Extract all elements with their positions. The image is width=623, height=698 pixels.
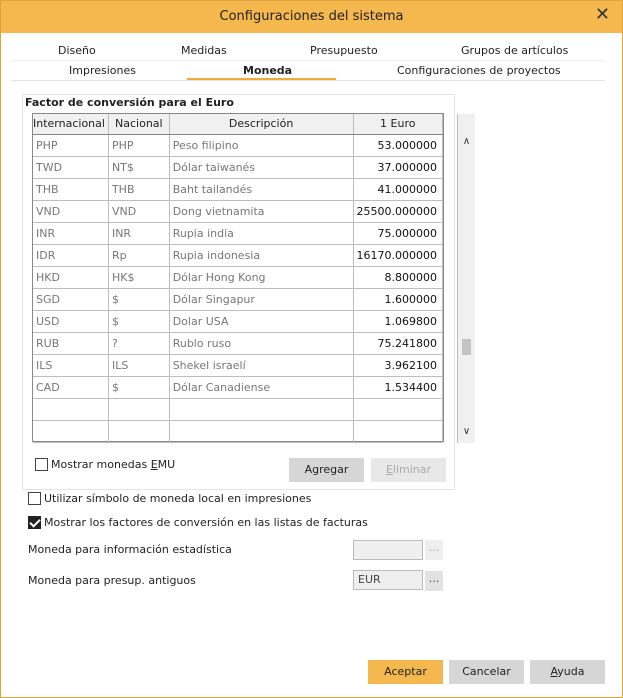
empty-cell[interactable] — [33, 420, 108, 442]
active-tab-indicator — [187, 78, 336, 80]
cell-international-code[interactable]: SGD — [33, 288, 108, 310]
empty-cell[interactable] — [353, 398, 443, 420]
cell-national-symbol[interactable]: PHP — [108, 134, 169, 156]
cell-international-code[interactable]: THB — [33, 178, 108, 200]
col-header-internacional[interactable]: Internacional — [33, 114, 108, 134]
cell-national-symbol[interactable]: $ — [108, 376, 169, 398]
cell-national-symbol[interactable]: INR — [108, 222, 169, 244]
cell-international-code[interactable]: ILS — [33, 354, 108, 376]
cell-description[interactable]: Dólar Singapur — [169, 288, 353, 310]
show-emu-label[interactable]: Mostrar monedas EMU — [51, 458, 176, 471]
table-row[interactable] — [33, 354, 443, 376]
cell-national-symbol[interactable]: VND — [108, 200, 169, 222]
cell-rate[interactable]: 3.962100 — [353, 354, 443, 376]
cell-rate[interactable]: 1.534400 — [353, 376, 443, 398]
table-row[interactable] — [33, 266, 443, 288]
old-budget-currency-label: Moneda para presup. antiguos — [28, 574, 196, 587]
empty-table-row[interactable] — [33, 420, 443, 442]
cell-national-symbol[interactable]: $ — [108, 310, 169, 332]
col-header-nacional[interactable]: Nacional — [108, 114, 169, 134]
table-row[interactable] — [33, 222, 443, 244]
table-row[interactable] — [33, 376, 443, 398]
empty-cell[interactable] — [169, 398, 353, 420]
cell-description[interactable]: Dólar Hong Kong — [169, 266, 353, 288]
tab-divider — [11, 80, 605, 81]
tab-presupuesto[interactable]: Presupuesto — [310, 44, 378, 57]
cancel-button[interactable]: Cancelar — [449, 660, 524, 684]
help-button[interactable]: Ayuda — [530, 660, 605, 684]
empty-table-row[interactable] — [33, 398, 443, 420]
cell-international-code[interactable]: PHP — [33, 134, 108, 156]
accept-button[interactable]: Aceptar — [368, 660, 443, 684]
tab-configuraciones-proyectos[interactable]: Configuraciones de proyectos — [397, 64, 561, 77]
cell-national-symbol[interactable]: $ — [108, 288, 169, 310]
show-factors-label[interactable]: Mostrar los factores de conversión en las listas de facturas — [44, 516, 368, 529]
cell-international-code[interactable]: CAD — [33, 376, 108, 398]
stat-currency-browse-button[interactable]: ... — [425, 540, 443, 560]
cell-description[interactable]: Rupia indonesia — [169, 244, 353, 266]
cell-description[interactable]: Baht tailandés — [169, 178, 353, 200]
local-symbol-checkbox[interactable] — [28, 492, 41, 505]
cell-description[interactable]: Dólar Canadiense — [169, 376, 353, 398]
table-row[interactable] — [33, 156, 443, 178]
empty-cell[interactable] — [108, 420, 169, 442]
remove-button[interactable]: Eliminar — [371, 458, 446, 482]
table-row[interactable] — [33, 178, 443, 200]
cell-description[interactable]: Rupia india — [169, 222, 353, 244]
stat-currency-label: Moneda para información estadística — [28, 543, 232, 556]
scroll-thumb[interactable] — [462, 339, 471, 355]
add-button[interactable]: Agregar — [289, 458, 364, 482]
group-title: Factor de conversión para el Euro — [25, 96, 234, 109]
table-row[interactable] — [33, 310, 443, 332]
cell-rate[interactable]: 16170.000000 — [353, 244, 443, 266]
empty-cell[interactable] — [33, 398, 108, 420]
tab-diseno[interactable]: Diseño — [58, 44, 96, 57]
empty-cell[interactable] — [169, 420, 353, 442]
table-row[interactable] — [33, 332, 443, 354]
cell-international-code[interactable]: HKD — [33, 266, 108, 288]
cell-rate[interactable]: 75.241800 — [353, 332, 443, 354]
cell-rate[interactable]: 41.000000 — [353, 178, 443, 200]
local-symbol-label[interactable]: Utilizar símbolo de moneda local en impresiones — [44, 492, 312, 505]
cell-national-symbol[interactable]: ? — [108, 332, 169, 354]
cell-description[interactable]: Peso filipino — [169, 134, 353, 156]
cell-description[interactable]: Shekel israelí — [169, 354, 353, 376]
cell-rate[interactable]: 8.800000 — [353, 266, 443, 288]
cell-description[interactable]: Rublo ruso — [169, 332, 353, 354]
cell-description[interactable]: Dong vietnamita — [169, 200, 353, 222]
cell-national-symbol[interactable]: THB — [108, 178, 169, 200]
show-factors-checkbox[interactable] — [28, 516, 41, 529]
tab-medidas[interactable]: Medidas — [181, 44, 227, 57]
scroll-up-icon[interactable]: ∧ — [462, 136, 471, 147]
empty-cell[interactable] — [108, 398, 169, 420]
cell-rate[interactable]: 1.600000 — [353, 288, 443, 310]
currency-table — [33, 114, 443, 443]
tab-grupos-articulos[interactable]: Grupos de artículos — [461, 44, 569, 57]
cell-international-code[interactable]: TWD — [33, 156, 108, 178]
tab-impresiones[interactable]: Impresiones — [69, 64, 136, 77]
old-budget-currency-field[interactable]: EUR — [353, 570, 423, 590]
show-emu-checkbox[interactable] — [35, 458, 48, 471]
cell-rate[interactable]: 75.000000 — [353, 222, 443, 244]
cell-national-symbol[interactable]: ILS — [108, 354, 169, 376]
title-bar — [1, 1, 622, 33]
cell-description[interactable]: Dolar USA — [169, 310, 353, 332]
table-row[interactable] — [33, 134, 443, 156]
cell-rate[interactable]: 53.000000 — [353, 134, 443, 156]
tab-moneda[interactable]: Moneda — [243, 64, 293, 77]
cell-rate[interactable]: 1.069800 — [353, 310, 443, 332]
cell-international-code[interactable]: VND — [33, 200, 108, 222]
stat-currency-field[interactable] — [353, 540, 423, 560]
tab-divider — [11, 60, 605, 61]
empty-cell[interactable] — [353, 420, 443, 442]
cell-national-symbol[interactable]: HK$ — [108, 266, 169, 288]
grid-scrollbar[interactable] — [457, 114, 475, 443]
cell-rate[interactable]: 25500.000000 — [353, 200, 443, 222]
table-row[interactable] — [33, 288, 443, 310]
cell-rate[interactable]: 37.000000 — [353, 156, 443, 178]
old-budget-currency-browse-button[interactable]: ... — [425, 571, 443, 591]
table-row[interactable] — [33, 200, 443, 222]
currency-grid[interactable] — [32, 113, 471, 442]
scroll-down-icon[interactable]: ∨ — [462, 426, 471, 437]
col-header-descripcion[interactable]: Descripción — [169, 114, 353, 134]
cell-national-symbol[interactable]: NT$ — [108, 156, 169, 178]
close-icon[interactable]: ✕ — [594, 4, 610, 25]
cell-description[interactable]: Dólar taiwanés — [169, 156, 353, 178]
cell-national-symbol[interactable]: Rp — [108, 244, 169, 266]
window-title: Configuraciones del sistema — [219, 9, 404, 24]
table-row[interactable] — [33, 244, 443, 266]
cell-international-code[interactable]: IDR — [33, 244, 108, 266]
cell-international-code[interactable]: RUB — [33, 332, 108, 354]
cell-international-code[interactable]: USD — [33, 310, 108, 332]
col-header-1-euro[interactable]: 1 Euro — [353, 114, 443, 134]
cell-international-code[interactable]: INR — [33, 222, 108, 244]
